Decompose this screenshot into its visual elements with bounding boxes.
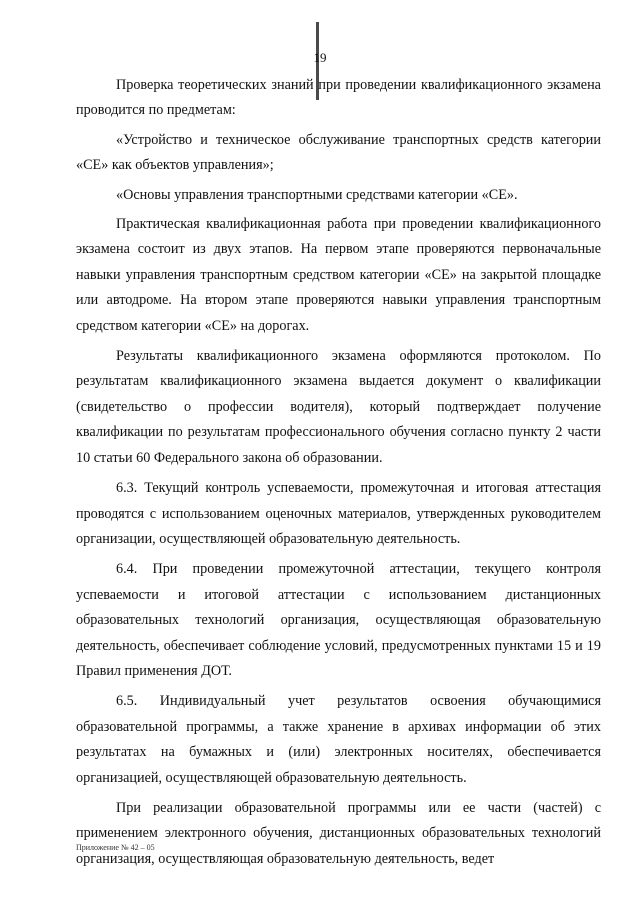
paragraph-subject-driving-basics: «Основы управления транспортными средствами категории «СЕ».: [116, 186, 518, 203]
paragraph-subject-vehicle-maintenance: «Устройство и техническое обслуживание транспортных средств категории «СЕ» как объектов управления»;: [76, 131, 601, 174]
paragraph-exam-results: Результаты квалификационного экзамена оформляются протоколом. По результатам квалификационного экзамена выдается документ о квалификации (свидетельство о профессии водителя), который подтверждает получение квалификации по результатам профессионального обучения согласно пункту 2 части 10 статьи 60 Федерального закона об образовании.: [76, 348, 601, 466]
paragraph-theory-exam-intro: Проверка теоретических знаний при проведении квалификационного экзамена проводится по предметам:: [76, 77, 601, 119]
paragraph-6-4: 6.4. При проведении промежуточной аттестации, текущего контроля успеваемости и итоговой аттестации с использованием дистанционных образовательных технологий организация, осуществляющая образовательную деятельность, обеспечивает соблюдение условий, предусмотренных пунктами 15 и 19 Правил применения ДОТ.: [76, 561, 601, 679]
paragraph-e-learning: При реализации образовательной программы или ее части (частей) с применением электронного обучения, дистанционных образовательных технологий организация, осуществляющая образовательную деятельность, ведет: [76, 799, 601, 867]
page-number: 19: [313, 50, 327, 65]
footer-attachment-note: Приложение № 42 – 05: [76, 843, 155, 852]
paragraph-6-3: 6.3. Текущий контроль успеваемости, промежуточная и итоговая аттестация проводятся с использованием оценочных материалов, утвержденных руководителем организации, осуществляющей образовательную деятельность.: [76, 480, 601, 547]
paragraph-practical-work: Практическая квалификационная работа при проведении квалификационного экзамена состоит из двух этапов. На первом этапе проверяются первоначальные навыки управления транспортным средством категории «СЕ» на закрытой площадке или автодроме. На втором этапе проверяются навыки управления транспортным средством категории «СЕ» на дорогах.: [76, 216, 601, 334]
paragraph-6-5: 6.5. Индивидуальный учет результатов освоения обучающимися образовательной программы, а также хранение в архивах информации об этих результатах на бумажных и (или) электронных носителях, обеспечивается организацией, осуществляющей образовательную деятельность.: [76, 693, 601, 786]
document-body: [76, 73, 601, 872]
